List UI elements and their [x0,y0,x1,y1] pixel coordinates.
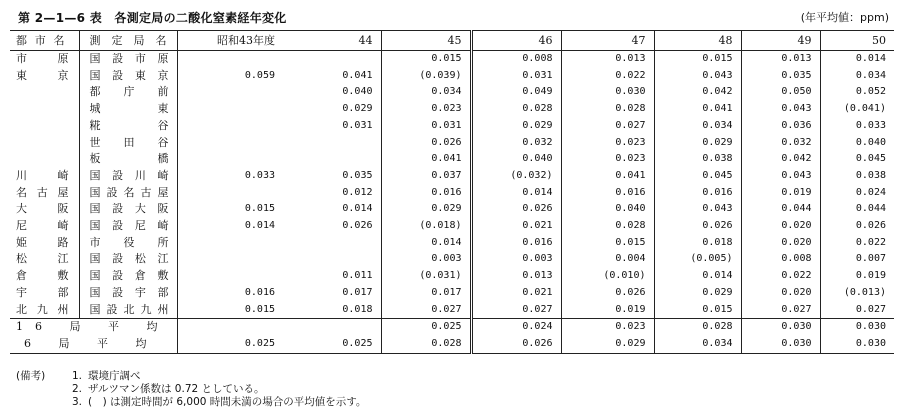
value-cell: 0.014 [342,203,373,215]
value-cell: 0.029 [342,103,373,115]
value-cell: 0.027 [471,302,561,319]
value-cell: 0.026 [471,336,561,353]
header-row [10,31,894,51]
city-cell: 宇部 [16,285,69,299]
value-cell: 0.016 [177,285,283,302]
value-cell: (0.005) [654,251,741,268]
value-cell: 0.018 [342,303,373,315]
value-cell: 0.014 [654,268,741,285]
city-cell: 川崎 [16,168,69,182]
value-cell: (0.013) [820,285,894,302]
value-cell: 0.032 [471,135,561,152]
value-cell: 0.040 [471,151,561,168]
value-cell: 0.041 [654,101,741,118]
station-cell: 板橋 [79,151,177,168]
value-cell: 0.027 [820,302,894,319]
value-cell: 0.043 [741,168,820,185]
value-cell: 0.013 [471,268,561,285]
note-number: 3. [71,396,82,408]
value-cell: 0.030 [741,336,820,353]
value-cell: 0.019 [820,268,894,285]
value-cell: 0.038 [820,168,894,185]
value-cell: 0.049 [471,84,561,101]
value-cell: 0.040 [342,86,373,98]
value-cell: 0.016 [471,235,561,252]
city-cell: 松江 [16,252,69,266]
value-cell: 0.026 [381,135,471,152]
header-station: 測定局名 [79,31,177,51]
value-cell: 0.015 [654,51,741,68]
note-item [16,383,366,396]
value-cell: 0.038 [654,151,741,168]
station-cell: 市役所 [79,235,177,252]
value-cell: 0.027 [741,302,820,319]
value-cell: 0.034 [654,118,741,135]
note-item [16,370,366,383]
city-cell: 市原 [16,52,69,65]
value-cell [283,151,381,168]
value-cell: 0.028 [471,101,561,118]
value-cell: 0.020 [741,285,820,302]
value-cell: 0.044 [820,201,894,218]
value-cell: 0.028 [381,336,471,353]
table-row [10,68,894,85]
value-cell: 0.004 [561,251,654,268]
value-cell: 0.023 [561,319,654,336]
city-cell: 尼崎 [16,219,69,233]
table-title: 第 2—1—6 表 各測定局の二酸化窒素経年変化 [18,11,287,25]
average-label: 16 局 平 均 [10,319,177,336]
table-row [10,118,894,135]
value-cell: 0.003 [471,251,561,268]
table-row [10,168,894,185]
note-text: 環境庁調べ [88,370,141,382]
value-cell [177,268,283,285]
value-cell: 0.021 [471,218,561,235]
value-cell [283,251,381,268]
city-cell [10,84,79,101]
value-cell: 0.025 [283,336,381,353]
value-cell: 0.027 [561,118,654,135]
value-cell [177,118,283,135]
value-cell: 0.030 [561,84,654,101]
station-cell: 国設尼崎 [79,218,177,235]
value-cell: 0.014 [177,218,283,235]
city-cell: 姫路 [16,235,69,249]
station-cell: 国設倉敷 [79,268,177,285]
table-body [10,51,894,354]
value-cell: 0.016 [654,185,741,202]
station-cell: 国設東京 [79,68,177,85]
value-cell: 0.021 [471,285,561,302]
value-cell: 0.028 [654,319,741,336]
value-cell: 0.022 [820,235,894,252]
city-cell [10,151,79,168]
value-cell: 0.031 [381,118,471,135]
station-cell: 国設川崎 [79,168,177,185]
value-cell: 0.030 [820,319,894,336]
table-row [10,218,894,235]
value-cell: 0.026 [561,285,654,302]
value-cell: 0.008 [471,51,561,68]
value-cell: 0.023 [561,151,654,168]
value-cell [283,51,381,68]
value-cell: 0.045 [654,168,741,185]
note-text: ザルツマン係数は 0.72 としている。 [88,383,265,395]
value-cell [177,84,283,101]
value-cell: 0.032 [741,135,820,152]
value-cell: 0.043 [654,201,741,218]
value-cell: 0.026 [342,220,373,232]
value-cell: 0.022 [561,68,654,85]
value-cell: 0.041 [561,168,654,185]
city-cell: 大阪 [16,202,69,216]
header-year: 50 [820,31,894,51]
value-cell: 0.015 [654,302,741,319]
value-cell: 0.044 [741,201,820,218]
city-cell [10,135,79,152]
notes [16,370,366,409]
value-cell: 0.016 [381,185,471,202]
header-year: 47 [561,31,654,51]
note-text: ( ) は測定時間が 6,000 時間未満の場合の平均値を示す。 [88,396,367,408]
value-cell [177,151,283,168]
header-year: 46 [471,31,561,51]
value-cell: (0.039) [381,68,471,85]
value-cell: 0.026 [820,218,894,235]
value-cell: 0.036 [741,118,820,135]
average-row [10,336,894,353]
average-label: 6 局 平 均 [10,336,177,353]
value-cell: 0.037 [381,168,471,185]
value-cell [283,319,381,336]
value-cell: 0.042 [654,84,741,101]
value-cell: 0.020 [741,218,820,235]
note-item [16,396,366,409]
value-cell: 0.008 [741,251,820,268]
value-cell: 0.040 [820,135,894,152]
value-cell: 0.026 [654,218,741,235]
value-cell: 0.015 [177,302,283,319]
station-cell: 世田谷 [79,135,177,152]
header-year: 49 [741,31,820,51]
value-cell: 0.019 [561,302,654,319]
value-cell: 0.026 [471,201,561,218]
header-year: 昭和43年度 [177,31,283,51]
station-cell: 国設大阪 [79,201,177,218]
value-cell: 0.034 [381,84,471,101]
value-cell [177,51,283,68]
table-row [10,201,894,218]
value-cell: 0.027 [381,302,471,319]
station-cell: 国設宇部 [79,285,177,302]
city-cell [10,118,79,135]
value-cell: 0.059 [177,68,283,85]
value-cell: 0.015 [381,51,471,68]
value-cell: 0.003 [381,251,471,268]
value-cell: 0.023 [381,101,471,118]
value-cell [177,135,283,152]
value-cell: 0.019 [741,185,820,202]
value-cell: 0.007 [820,251,894,268]
value-cell: 0.035 [342,169,373,181]
city-cell [10,101,79,118]
city-cell: 北九州 [16,302,69,316]
value-cell: 0.017 [381,285,471,302]
table-row [10,251,894,268]
value-cell: 0.041 [342,69,373,81]
city-cell: 倉敷 [16,269,69,283]
value-cell: (0.031) [381,268,471,285]
value-cell: 0.015 [177,201,283,218]
value-cell: (0.018) [381,218,471,235]
notes-label: (備考) [16,370,46,382]
value-cell: 0.043 [654,68,741,85]
value-cell: 0.034 [820,68,894,85]
value-cell: 0.016 [561,185,654,202]
value-cell: 0.011 [342,270,373,282]
value-cell: 0.014 [820,51,894,68]
value-cell [177,185,283,202]
table-row [10,302,894,319]
value-cell: 0.040 [561,201,654,218]
station-cell: 国設松江 [79,251,177,268]
value-cell: 0.029 [381,201,471,218]
value-cell: 0.035 [741,68,820,85]
value-cell: 0.015 [561,235,654,252]
value-cell: 0.014 [471,185,561,202]
value-cell: 0.031 [471,68,561,85]
table-row [10,268,894,285]
value-cell: 0.022 [741,268,820,285]
header-year: 45 [381,31,471,51]
table-row [10,101,894,118]
value-cell: 0.012 [342,186,373,198]
value-cell: 0.025 [381,319,471,336]
value-cell: 0.045 [820,151,894,168]
table-row [10,185,894,202]
station-cell: 都庁前 [79,84,177,101]
value-cell [177,319,283,336]
note-number: 2. [71,383,82,395]
value-cell: 0.013 [561,51,654,68]
value-cell: 0.017 [342,286,373,298]
value-cell [177,251,283,268]
value-cell: 0.020 [741,235,820,252]
table-row [10,84,894,101]
city-cell: 名古屋 [16,185,69,199]
no2-annual-table [10,30,894,354]
value-cell: 0.030 [820,336,894,353]
value-cell: 0.042 [741,151,820,168]
value-cell: 0.030 [741,319,820,336]
value-cell: 0.024 [471,319,561,336]
value-cell: 0.034 [654,336,741,353]
value-cell: 0.028 [561,101,654,118]
value-cell: 0.031 [342,119,373,131]
value-cell: 0.029 [471,118,561,135]
station-cell: 糀谷 [79,118,177,135]
header-year: 44 [283,31,381,51]
station-cell: 国設市原 [79,51,177,68]
value-cell: (0.010) [561,268,654,285]
header-year: 48 [654,31,741,51]
value-cell: 0.029 [654,285,741,302]
station-cell: 城東 [79,101,177,118]
station-cell: 国設名古屋 [79,185,177,202]
value-cell: 0.033 [177,168,283,185]
value-cell: 0.025 [177,336,283,353]
value-cell: 0.052 [820,84,894,101]
value-cell [177,101,283,118]
value-cell: 0.043 [741,101,820,118]
value-cell: 0.033 [820,118,894,135]
value-cell: (0.032) [471,168,561,185]
header-city: 都市名 [10,31,79,51]
value-cell: 0.018 [654,235,741,252]
table-row [10,51,894,68]
value-cell [177,235,283,252]
value-cell: 0.014 [381,235,471,252]
value-cell: 0.041 [381,151,471,168]
value-cell: 0.023 [561,135,654,152]
table-row [10,235,894,252]
value-cell [283,135,381,152]
value-cell: 0.050 [741,84,820,101]
average-row [10,319,894,336]
value-cell: 0.029 [654,135,741,152]
unit-label: (年平均値：ppm) [800,11,889,24]
table-row [10,151,894,168]
note-number: 1. [71,370,82,382]
value-cell [283,235,381,252]
table-row [10,285,894,302]
city-cell: 東京 [16,68,69,82]
value-cell: (0.041) [820,101,894,118]
value-cell: 0.024 [820,185,894,202]
table-row [10,135,894,152]
value-cell: 0.013 [741,51,820,68]
station-cell: 国設北九州 [79,302,177,319]
value-cell: 0.029 [561,336,654,353]
value-cell: 0.028 [561,218,654,235]
